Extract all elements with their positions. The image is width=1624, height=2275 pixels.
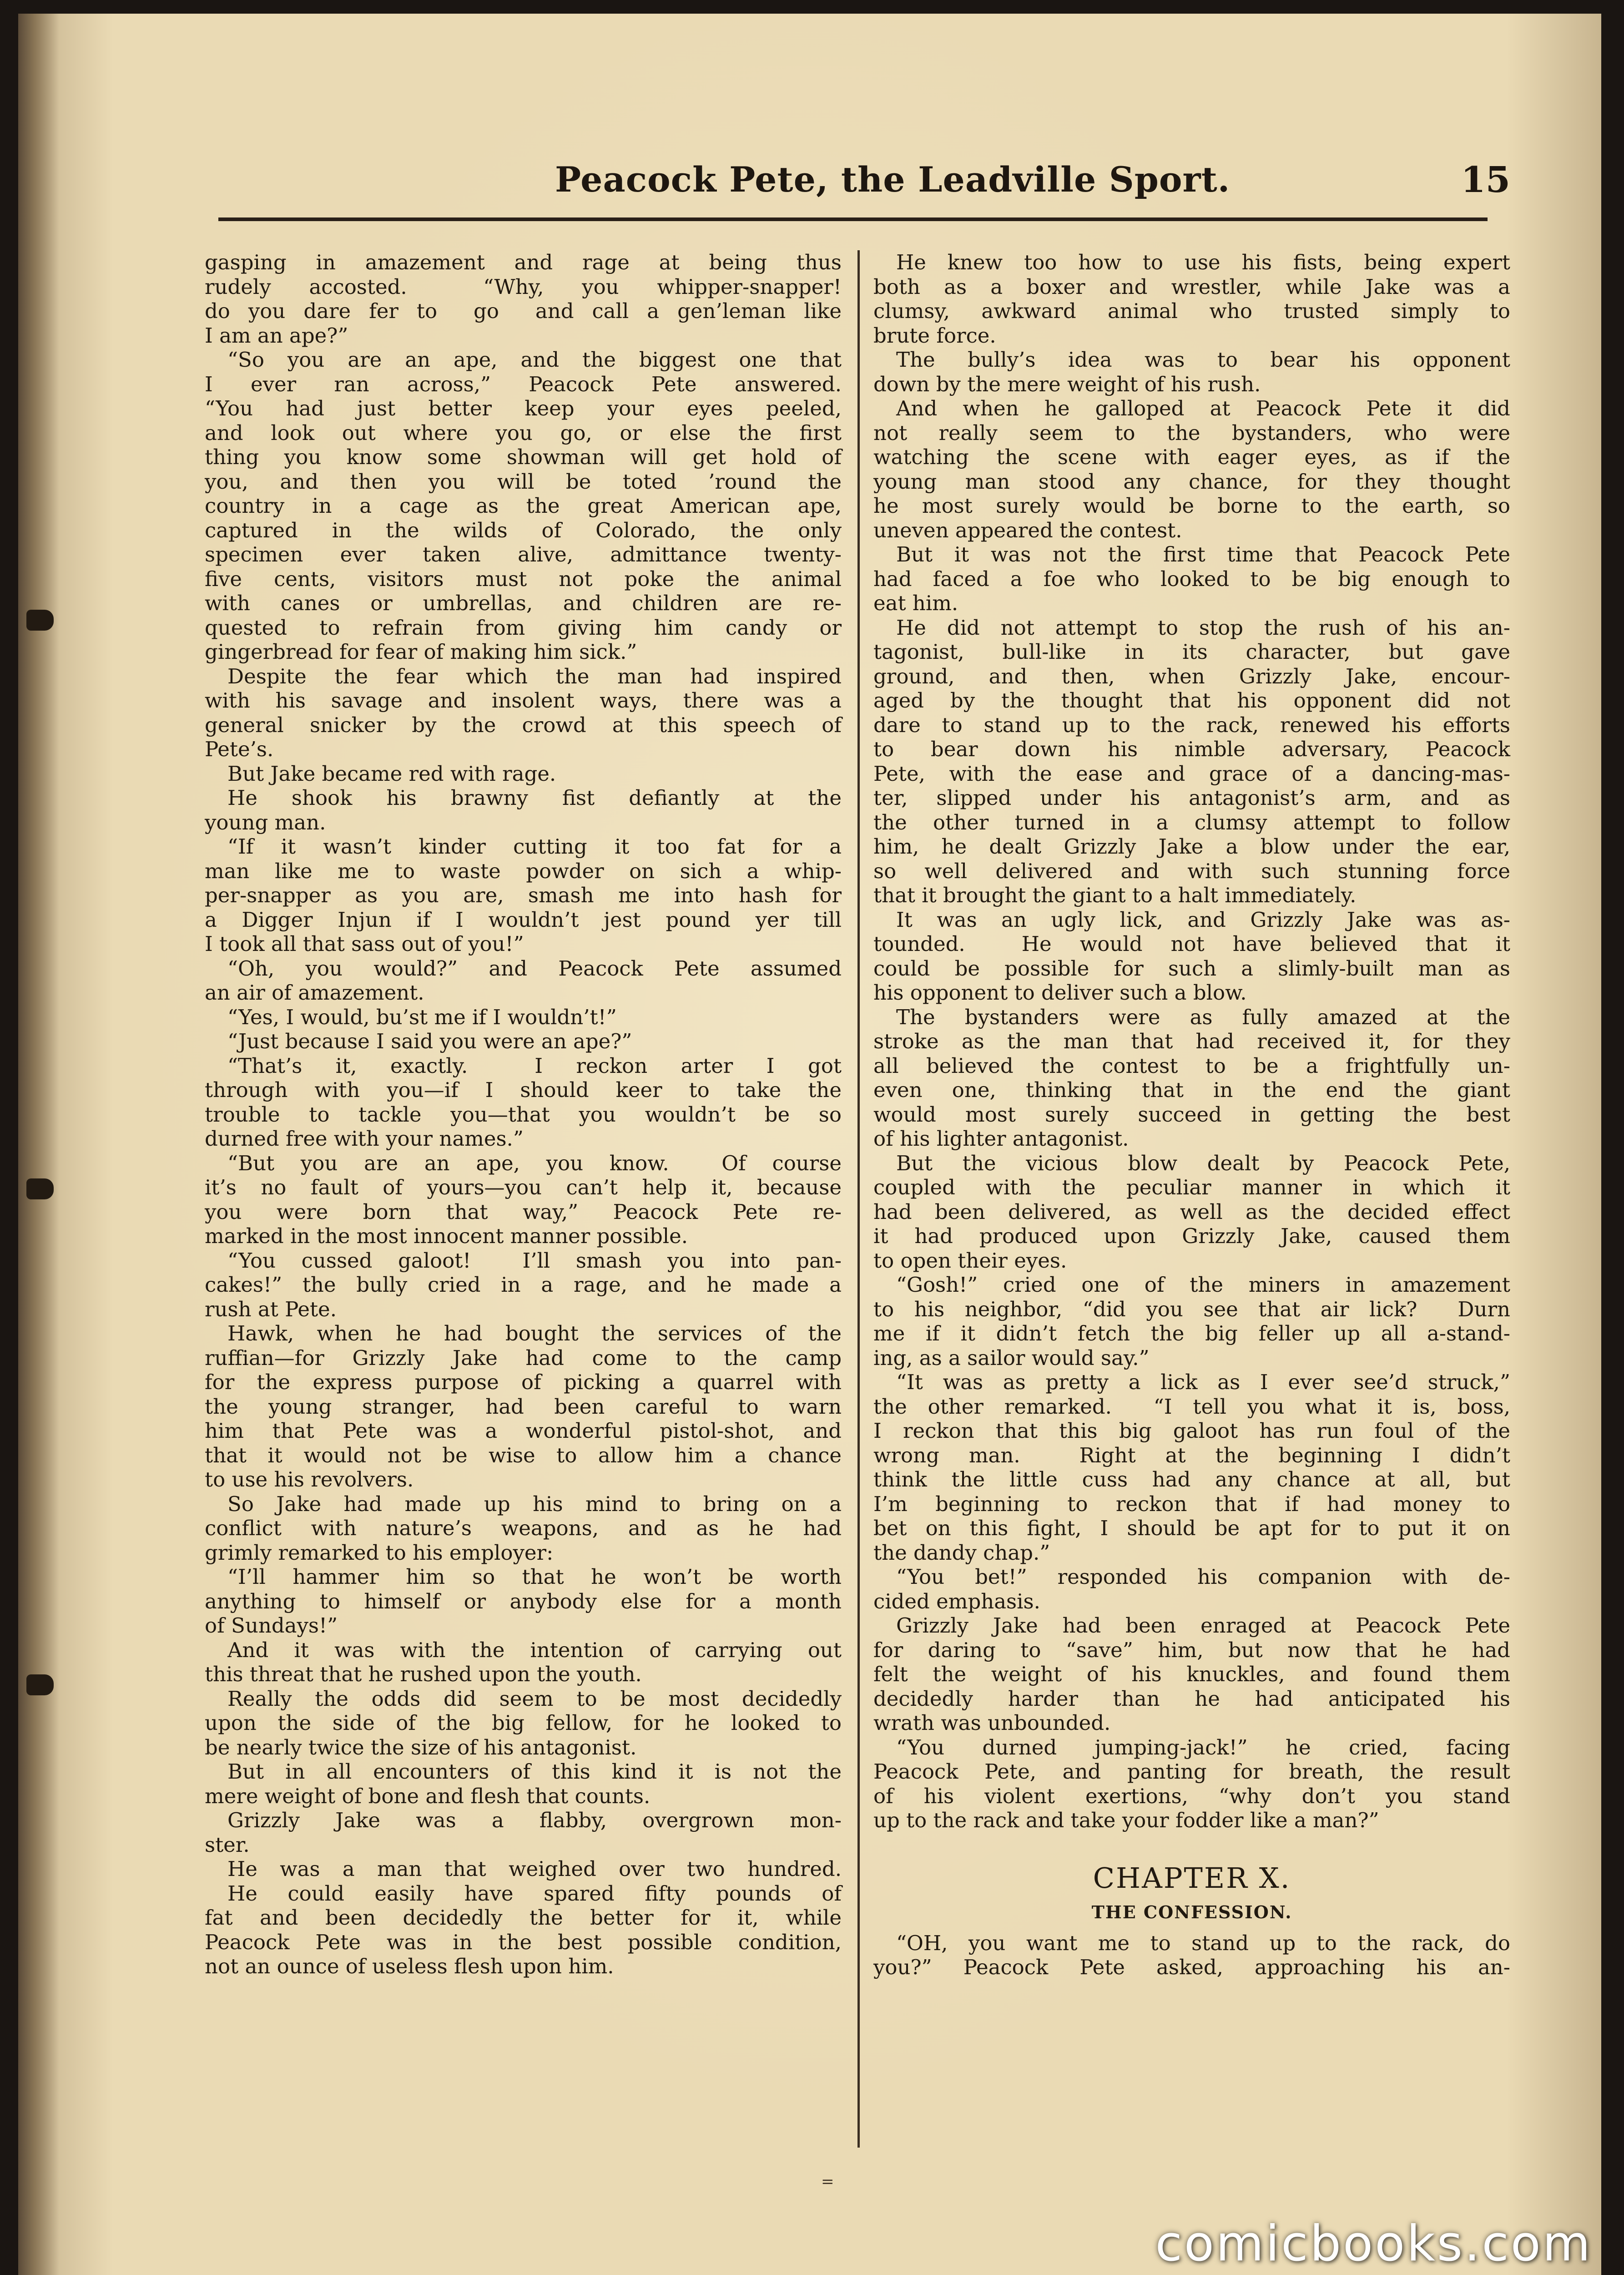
text-line: ing, as a sailor would say.”: [873, 1345, 1150, 1370]
text-line: dare to stand up to the rack, renewed his efforts: [873, 713, 1510, 737]
chapter-heading: CHAPTER X.: [1093, 1861, 1291, 1895]
text-line: through with you—if I should keer to take the: [205, 1078, 842, 1102]
text-line: an air of amazement.: [205, 981, 424, 1005]
text-line: quested to refrain from giving him candy or: [205, 615, 842, 640]
chapter-subtitle: THE CONFESSION.: [1091, 1901, 1292, 1922]
text-line: young man stood any chance, for they thought: [873, 469, 1510, 494]
text-line: man like me to waste powder on sich a whip-: [205, 859, 842, 883]
text-line: rush at Pete.: [205, 1297, 337, 1321]
page-number: 15: [1461, 159, 1510, 201]
text-line: captured in the wilds of Colorado, the only: [205, 518, 842, 542]
text-line: had faced a foe who looked to be big enough to: [873, 566, 1510, 591]
text-line: tagonist, bull-like in its character, but gave: [873, 640, 1510, 664]
right-column-text: [873, 250, 1510, 1833]
left-column: [205, 250, 842, 1979]
text-line: I am an ape?”: [205, 323, 348, 348]
text-line: that it brought the giant to a halt immediately.: [873, 883, 1357, 907]
text-line: But Jake became red with rage.: [227, 761, 556, 786]
text-line: He shook his brawny fist defiantly at the: [227, 786, 842, 810]
text-line: cakes!” the bully cried in a rage, and he made a: [205, 1273, 842, 1297]
text-line: me if it didn’t fetch the big feller up all a-stand-: [873, 1321, 1510, 1345]
text-line: you were born that way,” Peacock Pete re-: [205, 1199, 842, 1224]
text-line: had been delivered, as well as the decided effect: [873, 1199, 1510, 1224]
text-line: cided emphasis.: [873, 1589, 1040, 1613]
text-line: marked in the most innocent manner possible.: [205, 1224, 688, 1248]
text-line: “Oh, you would?” and Peacock Pete assumed: [227, 956, 842, 981]
text-line: a Digger Injun if I wouldn’t jest pound yer till: [205, 907, 842, 932]
book-page: [18, 14, 1601, 2275]
text-line: of Sundays!”: [205, 1613, 338, 1638]
text-line: not an ounce of useless flesh upon him.: [205, 1954, 614, 1978]
text-line: trouble to tackle you—that you wouldn’t be so: [205, 1102, 842, 1127]
column-divider: [857, 250, 860, 2148]
text-line: “It was as pretty a lick as I ever see’d struck,”: [896, 1370, 1510, 1394]
text-line: “So you are an ape, and the biggest one that: [227, 348, 842, 372]
text-line: could be possible for such a slimly-built man as: [873, 956, 1510, 981]
text-line: Hawk, when he had bought the services of the: [227, 1321, 842, 1345]
running-head: [182, 159, 1510, 214]
text-line: would most surely succeed in getting the best: [873, 1102, 1510, 1127]
text-line: I ever ran across,” Peacock Pete answered.: [205, 372, 842, 396]
binding-stitch: [26, 610, 54, 631]
text-line: and look out where you go, or else the first: [205, 420, 842, 445]
text-line: of his violent exertions, “why don’t you stand: [873, 1784, 1510, 1808]
text-line: eat him.: [873, 591, 958, 615]
text-line: it’s no fault of yours—you can’t help it, because: [205, 1175, 842, 1199]
text-line: gasping in amazement and rage at being thus: [205, 250, 842, 274]
text-line: ground, and then, when Grizzly Jake, encour-: [873, 664, 1510, 688]
text-line: all believed the contest to be a frightfully un-: [873, 1053, 1510, 1078]
text-line: the other turned in a clumsy attempt to follow: [873, 810, 1510, 834]
text-line: with his savage and insolent ways, there was a: [205, 688, 842, 713]
text-line: for daring to “save” him, but now that he had: [873, 1638, 1510, 1662]
text-line: “If it wasn’t kinder cutting it too fat for a: [227, 834, 842, 859]
text-line: I took all that sass out of you!”: [205, 932, 524, 956]
text-line: “You had just better keep your eyes peeled,: [205, 396, 842, 420]
text-line: Really the odds did seem to be most decidedly: [227, 1686, 842, 1711]
text-line: you?” Peacock Pete asked, approaching his an-: [873, 1955, 1510, 1979]
text-line: The bully’s idea was to bear his opponent: [896, 348, 1510, 372]
text-line: clumsy, awkward animal who trusted simply to: [873, 299, 1510, 323]
chapter-opening-text: [873, 1931, 1510, 1980]
text-line: up to the rack and take your fodder like a man?”: [873, 1808, 1379, 1832]
text-line: the other remarked. “I tell you what it is, boss,: [873, 1394, 1510, 1419]
text-line: grimly remarked to his employer:: [205, 1540, 554, 1565]
text-line: uneven appeared the contest.: [873, 518, 1182, 542]
text-line: “Just because I said you were an ape?”: [227, 1029, 632, 1053]
text-line: upon the side of the big fellow, for he looked to: [205, 1711, 842, 1735]
text-line: “OH, you want me to stand up to the rack, do: [896, 1931, 1510, 1955]
text-line: you, and then you will be toted ’round the: [205, 469, 842, 494]
text-line: the dandy chap.”: [873, 1540, 1050, 1565]
text-line: aged by the thought that his opponent did not: [873, 688, 1510, 713]
text-line: gingerbread for fear of making him sick.”: [205, 640, 637, 664]
text-line: stroke as the man that had received it, for they: [873, 1029, 1510, 1053]
text-line: thing you know some showman will get hold of: [205, 445, 842, 469]
text-line: this threat that he rushed upon the youth.: [205, 1662, 642, 1686]
text-line: “But you are an ape, you know. Of course: [227, 1151, 842, 1175]
text-line: to bear down his nimble adversary, Peacock: [873, 737, 1510, 761]
text-line: specimen ever taken alive, admittance twenty-: [205, 542, 842, 566]
text-line: watching the scene with eager eyes, as if the: [873, 445, 1510, 469]
text-line: The bystanders were as fully amazed at the: [896, 1005, 1510, 1029]
text-line: brute force.: [873, 323, 996, 348]
text-line: do you dare fer to go and call a gen’leman like: [205, 299, 842, 323]
watermark-logo: comicbooks.com: [1155, 2215, 1592, 2272]
text-line: his opponent to deliver such a blow.: [873, 981, 1247, 1005]
text-line: fat and been decidedly the better for it, while: [205, 1906, 842, 1930]
text-line: conflict with nature’s weapons, and as he had: [205, 1516, 842, 1540]
text-line: wrong man. Right at the beginning I didn’t: [873, 1443, 1510, 1467]
text-line: “I’ll hammer him so that he won’t be worth: [227, 1565, 842, 1589]
text-line: “You bet!” responded his companion with de-: [896, 1565, 1510, 1589]
right-column: [873, 250, 1510, 1980]
signature-mark: =: [821, 2173, 834, 2191]
text-line: think the little cuss had any chance at all, but: [873, 1467, 1510, 1491]
text-line: Peacock Pete was in the best possible condition,: [205, 1930, 842, 1954]
text-line: And when he galloped at Peacock Pete it did: [896, 396, 1510, 420]
text-line: “You cussed galoot! I’ll smash you into pan-: [227, 1248, 842, 1273]
running-head-title: Peacock Pete, the Leadville Sport.: [555, 159, 1231, 200]
binding-stitch: [26, 1674, 54, 1695]
text-line: So Jake had made up his mind to bring on a: [227, 1491, 842, 1516]
text-line: ter, slipped under his antagonist’s arm, and as: [873, 786, 1510, 810]
text-line: But the vicious blow dealt by Peacock Pete,: [896, 1151, 1510, 1175]
text-line: young man.: [205, 810, 326, 834]
text-line: He did not attempt to stop the rush of his an-: [896, 615, 1510, 640]
text-line: so well delivered and with such stunning force: [873, 859, 1510, 883]
text-line: coupled with the peculiar manner in which it: [873, 1175, 1510, 1199]
text-line: down by the mere weight of his rush.: [873, 372, 1261, 396]
text-line: that it would not be wise to allow him a chance: [205, 1443, 842, 1467]
text-line: five cents, visitors must not poke the animal: [205, 566, 842, 591]
text-line: him, he dealt Grizzly Jake a blow under the ear,: [873, 834, 1510, 859]
text-line: He knew too how to use his fists, being expert: [896, 250, 1510, 274]
text-line: to open their eyes.: [873, 1248, 1067, 1273]
text-line: bet on this fight, I should be apt for to put it on: [873, 1516, 1510, 1540]
text-line: Grizzly Jake was a flabby, overgrown mon-: [227, 1808, 842, 1832]
text-line: both as a boxer and wrestler, while Jake was a: [873, 274, 1510, 299]
text-line: He could easily have spared fifty pounds of: [227, 1881, 842, 1906]
text-line: And it was with the intention of carrying out: [227, 1638, 842, 1662]
text-line: decidedly harder than he had anticipated his: [873, 1686, 1510, 1711]
text-line: anything to himself or anybody else for a month: [205, 1589, 842, 1613]
text-line: per-snapper as you are, smash me into hash for: [205, 883, 842, 907]
text-line: I’m beginning to reckon that if had money to: [873, 1491, 1510, 1516]
text-line: tounded. He would not have believed that it: [873, 932, 1510, 956]
text-line: to his neighbor, “did you see that air lick? Durn: [873, 1297, 1510, 1321]
text-line: I reckon that this big galoot has run foul of the: [873, 1419, 1510, 1443]
text-line: wrath was unbounded.: [873, 1711, 1111, 1735]
binding-gutter: [18, 14, 59, 2275]
text-line: for the express purpose of picking a quarrel with: [205, 1370, 842, 1394]
text-line: durned free with your names.”: [205, 1127, 524, 1151]
text-line: to use his revolvers.: [205, 1467, 414, 1491]
text-line: He was a man that weighed over two hundred.: [227, 1857, 842, 1881]
text-line: “That’s it, exactly. I reckon arter I got: [227, 1053, 842, 1078]
text-line: mere weight of bone and flesh that counts.: [205, 1784, 651, 1808]
text-line: “Gosh!” cried one of the miners in amazement: [896, 1273, 1510, 1297]
text-line: ruffian—for Grizzly Jake had come to the camp: [205, 1345, 842, 1370]
text-line: even one, thinking that in the end the giant: [873, 1078, 1510, 1102]
text-line: felt the weight of his knuckles, and found them: [873, 1662, 1510, 1686]
text-line: Grizzly Jake had been enraged at Peacock Pete: [896, 1613, 1510, 1638]
text-line: But in all encounters of this kind it is not the: [227, 1759, 842, 1784]
text-line: It was an ugly lick, and Grizzly Jake was as-: [896, 907, 1510, 932]
text-line: the young stranger, had been careful to warn: [205, 1394, 842, 1419]
binding-stitch: [26, 1178, 54, 1199]
text-line: it had produced upon Grizzly Jake, caused them: [873, 1224, 1510, 1248]
text-line: be nearly twice the size of his antagonist.: [205, 1735, 637, 1759]
text-line: Pete’s.: [205, 737, 274, 761]
text-line: Pete, with the ease and grace of a dancing-mas-: [873, 761, 1510, 786]
text-line: of his lighter antagonist.: [873, 1127, 1129, 1151]
text-line: he most surely would be borne to the earth, so: [873, 494, 1510, 518]
text-line: “You durned jumping-jack!” he cried, facing: [896, 1735, 1510, 1759]
text-line: Peacock Pete, and panting for breath, the result: [873, 1759, 1510, 1784]
text-line: But it was not the first time that Peacock Pete: [896, 542, 1510, 566]
text-line: country in a cage as the great American ape,: [205, 494, 842, 518]
text-line: “Yes, I would, bu’st me if I wouldn’t!”: [227, 1005, 617, 1029]
text-line: not really seem to the bystanders, who were: [873, 420, 1510, 445]
text-line: ster.: [205, 1832, 250, 1857]
text-line: Despite the fear which the man had inspired: [227, 664, 842, 688]
text-line: him that Pete was a wonderful pistol-shot, and: [205, 1419, 842, 1443]
text-line: general snicker by the crowd at this speech of: [205, 713, 842, 737]
header-rule: [218, 217, 1488, 221]
text-line: with canes or umbrellas, and children are re-: [205, 591, 842, 615]
text-line: rudely accosted. “Why, you whipper-snapper!: [205, 274, 842, 299]
